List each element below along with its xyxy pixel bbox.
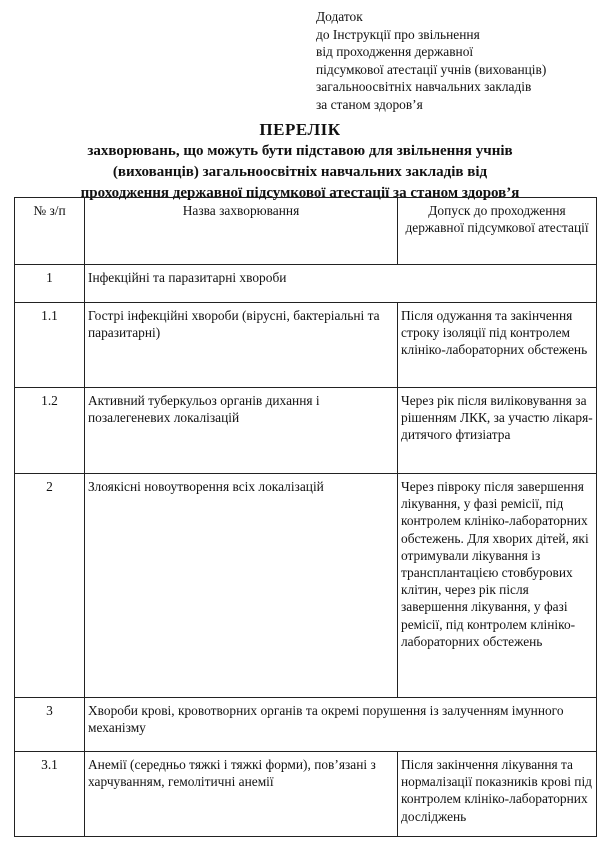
disease-name: Гострі інфекційні хвороби (вірусні, бактеріальні та паразитарні) bbox=[85, 303, 398, 388]
admission-text: Після закінчення лікування та нормалізації показників крові під контролем клініко-лабораторних досліджень bbox=[398, 752, 597, 837]
admission-text: Через рік після виліковування за рішенням ЛКК, за участю лікаря-дитячого фтизіатра bbox=[398, 388, 597, 474]
document-heading bbox=[0, 120, 600, 203]
appendix-line: загальноосвітніх навчальних закладів bbox=[316, 79, 532, 95]
header-admission: Допуск до проходження державної підсумкової атестації bbox=[398, 198, 597, 265]
subtitle-line: захворювань, що можуть бути підставою для звільнення учнів bbox=[87, 143, 513, 159]
appendix-line: до Інструкції про звільнення bbox=[316, 26, 480, 42]
admission-text: Після одужання та закінчення строку ізоляції під контролем клініко-лабораторних обстежень bbox=[398, 303, 597, 388]
admission-text: Через півроку після завершення лікування, у фазі ремісії, під контролем клініко-лабораторних обстежень. Для хворих дітей, які отримували лікування із трансплантацією стовбурових клітин, через рік після завершення лікування, у фазі ремісії, під контролем клініко-лабораторних обстежень bbox=[398, 474, 597, 698]
appendix-line: за станом здоров’я bbox=[316, 96, 423, 112]
header-number: № з/п bbox=[15, 198, 85, 265]
row-number: 1 bbox=[15, 265, 85, 303]
appendix-line: Додаток bbox=[316, 9, 363, 24]
row-number: 3 bbox=[15, 698, 85, 752]
appendix-block bbox=[316, 8, 596, 114]
subtitle-line: проходження державної підсумкової атестації за станом здоров’я bbox=[80, 185, 520, 201]
disease-name: Активний туберкульоз органів дихання і позалегеневих локалізацій bbox=[85, 388, 398, 474]
row-number: 3.1 bbox=[15, 752, 85, 837]
diseases-table bbox=[14, 197, 597, 837]
subtitle-line: (вихованців) загальноосвітніх навчальних закладів від bbox=[112, 164, 488, 180]
table-row bbox=[15, 698, 597, 752]
table-row bbox=[15, 265, 597, 303]
table-header-row bbox=[15, 198, 597, 265]
table-row bbox=[15, 752, 597, 837]
document-title: ПЕРЕЛІК bbox=[259, 120, 341, 139]
appendix-line: від проходження державної bbox=[316, 44, 474, 60]
table-row bbox=[15, 303, 597, 388]
section-name: Інфекційні та паразитарні хвороби bbox=[85, 265, 597, 303]
row-number: 1.2 bbox=[15, 388, 85, 474]
disease-name: Злоякісні новоутворення всіх локалізацій bbox=[85, 474, 398, 698]
header-disease-name: Назва захворювання bbox=[85, 198, 398, 265]
row-number: 1.1 bbox=[15, 303, 85, 388]
appendix-line: підсумкової атестації учнів (вихованців) bbox=[316, 61, 547, 77]
table-row bbox=[15, 474, 597, 698]
table-row bbox=[15, 388, 597, 474]
row-number: 2 bbox=[15, 474, 85, 698]
section-name: Хвороби крові, кровотворних органів та окремі порушення із залученням імунного механізму bbox=[85, 698, 597, 752]
disease-name: Анемії (середньо тяжкі і тяжкі форми), пов’язані з харчуванням, гемолітичні анемії bbox=[85, 752, 398, 837]
